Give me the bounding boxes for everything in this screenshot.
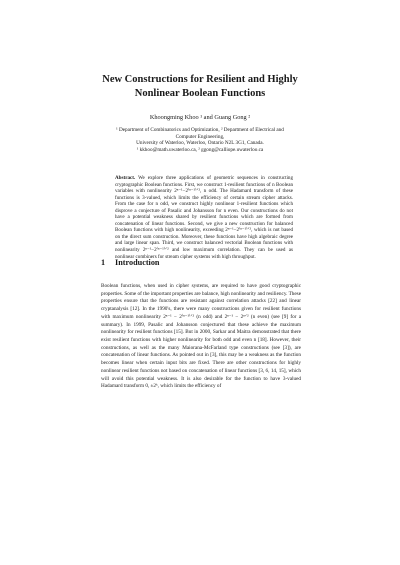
affiliation-line: Computer Engineering, — [175, 133, 225, 140]
affiliation-line: ¹ Department of Combinatorics and Optimization, ² Department of Electrical and — [116, 127, 284, 133]
abstract-label: Abstract. — [115, 175, 136, 181]
abstract-text: We explore three applications of geometric sequences in constructing cryptographic Boolean functions. First, we construct 1-resilient functions of n Boolean variables with nonlinearity 2ⁿ⁻¹−2⁽ⁿ⁻¹⁾ᐟ², n odd. The Hadamard transform of these functions is 3-valued, which limits the efficiency of certain stream cipher attacks. From the case for n odd, we construct highly nonlinear 1-resilient functions which disprove a conjecture of Pasalic and Johansson for n even. Our constructions do not have a potential weakness shared by resilient functions which are formed from concatenation of linear functions. Second, we give a new construction for balanced Boolean functions with high nonlinearity, exceeding 2ⁿ⁻¹−2⁽ⁿ⁻¹⁾ᐟ², which is not based on the direct sum construction. Moreover, these functions have high algebraic degree and large linear span. Third, we construct balanced vectorial Boolean functions with nonlinearity 2ⁿ⁻¹−2⁽ⁿ⁻¹⁾ᐟ² and low maximum correlation. They can be used as nonlinear combiners for stream cipher systems with high throughput. — [115, 175, 293, 260]
title-line-2: Nonlinear Boolean Functions — [134, 88, 266, 99]
authors: Khoongming Khoo ¹ and Guang Gong ² — [149, 114, 251, 121]
affiliations — [90, 127, 310, 153]
title-line-1: New Constructions for Resilient and Highly — [102, 74, 298, 85]
paper-title — [0, 73, 400, 101]
section-heading — [101, 258, 159, 268]
section-number: 1 — [101, 258, 106, 267]
section-title: Introduction — [115, 258, 160, 267]
abstract — [115, 175, 293, 260]
body-paragraph: Boolean functions, when used in cipher systems, are required to have good cryptographic properties. Some of the important properties are balance, high nonlinearity and resiliency. These properties ensure that the functions are resistant against correlation attacks [22] and linear cryptanalysis [12]. In the 1990's, there were many constructions given for resilient functions with maximum nonlinearity 2ⁿ⁻¹ − 2⁽ⁿ⁻¹⁾ᐟ² (n odd) and 2ⁿ⁻¹ − 2ⁿᐟ² (n even) (see [9] for a summary). In 1999, Pasalic and Johansson conjectured that these achieve the maximum nonlinearity for resilient functions [15]. But in 2000, Sarkar and Maitra demonstrated that there exist resilient functions with higher nonlinearity for both odd and even n [18]. However, their constructions, as well as the many Maiorana-McFarland type constructions (see [3]), are concatenation of linear functions. As pointed out in [3], this may be a weakness as the function becomes linear when certain input bits are fixed. There are other constructions for highly nonlinear resilient functions not based on concatenation of linear functions [3, 6, 14, 15], which will avoid this potential weakness. It is also desirable for the function to have 3-valued Hadamard transform 0, ±2ᵏ, which limits the efficiency of — [101, 283, 301, 390]
email-line: ¹ kkhoo@math.uwaterloo.ca, ² ggong@calliope.uwaterloo.ca — [136, 146, 264, 153]
affiliation-line: University of Waterloo, Waterloo, Ontario N2L 3G1, Canada. — [136, 140, 264, 147]
